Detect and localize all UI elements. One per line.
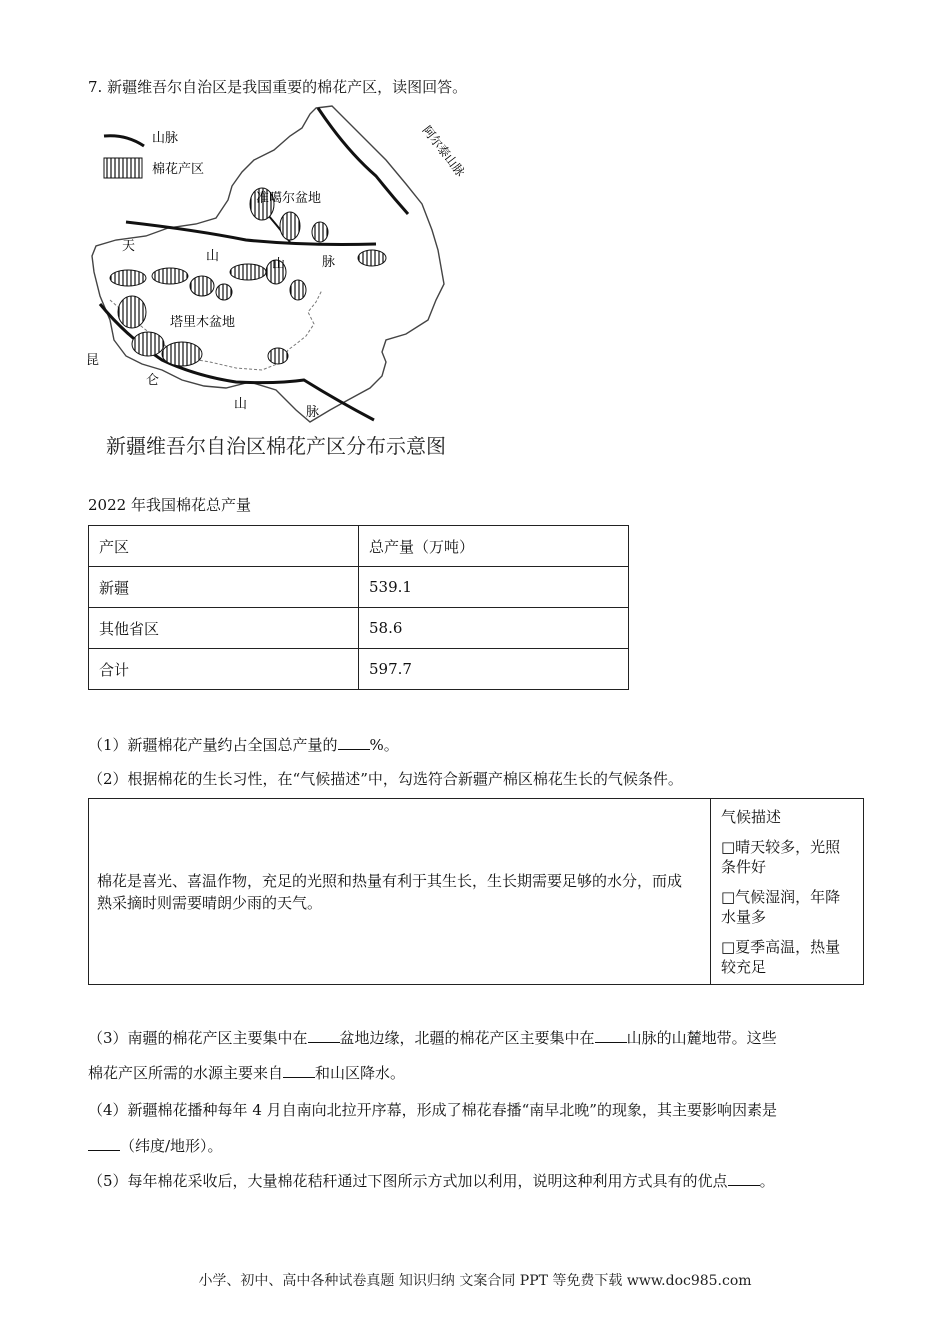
tianshan-label-3: 山 [272, 257, 286, 272]
answer-blank[interactable] [728, 1171, 760, 1186]
answer-blank[interactable] [308, 1028, 340, 1043]
question-1 [88, 734, 399, 755]
tianshan-label-4: 脉 [322, 255, 336, 270]
question-3-text-e: 和山区降水。 [315, 1064, 406, 1082]
climate-option-1[interactable]: □晴天较多，光照条件好 [721, 838, 841, 876]
answer-blank[interactable] [338, 735, 370, 750]
altai-label: 阿尔泰山脉 [419, 123, 468, 180]
climate-options-header: 气候描述 [721, 808, 782, 826]
question-1-text-b: %。 [369, 736, 399, 754]
table-cell: 新疆 [89, 567, 359, 608]
table-header-cell: 产区 [89, 526, 359, 567]
cotton-area [118, 296, 146, 328]
question-4-text-b: （纬度/地形）。 [120, 1137, 223, 1155]
question-1-text-a: （1）新疆棉花产量约占全国总产量的 [88, 736, 338, 754]
climate-options-cell [711, 799, 864, 985]
page-footer: 小学、初中、高中各种试卷真题 知识归纳 文案合同 PPT 等免费下载 www.doc985.com [198, 1273, 752, 1289]
cotton-habit-description: 棉花是喜光、喜温作物，充足的光照和热量有利于其生长，生长期需要足够的水分，而成熟采摘时则需要晴朗少雨的天气。 [89, 799, 711, 985]
tarim-label: 塔里木盆地 [170, 315, 236, 330]
table-row [89, 567, 629, 608]
question-3-text-a: （3）南疆的棉花产区主要集中在 [88, 1029, 308, 1047]
question-3-line-2 [88, 1062, 405, 1083]
kunlun-label-4: 脉 [306, 405, 320, 420]
cotton-area [230, 264, 266, 280]
question-4-line-1: （4）新疆棉花播种每年 4 月自南向北拉开序幕，形成了棉花春播“南早北晚”的现象，其主要影响因素是 [88, 1101, 777, 1119]
table-header-cell: 总产量（万吨） [359, 526, 629, 567]
question-5 [88, 1170, 775, 1191]
answer-blank[interactable] [595, 1028, 627, 1043]
legend-cotton-label: 棉花产区 [152, 162, 205, 177]
table-row [89, 608, 629, 649]
climate-option-3[interactable]: □夏季高温，热量较充足 [721, 938, 841, 976]
table-cell: 58.6 [359, 608, 629, 649]
junggar-label: 准噶尔盆地 [256, 191, 322, 206]
legend-mountain-label: 山脉 [152, 131, 179, 146]
cotton-area [152, 268, 188, 284]
xinjiang-cotton-map [86, 100, 506, 470]
cotton-area [290, 280, 306, 300]
table-row [89, 649, 629, 690]
tianshan-label-1: 天 [122, 239, 136, 254]
kunlun-label-3: 山 [234, 397, 248, 412]
table-cell: 539.1 [359, 567, 629, 608]
production-table [88, 525, 629, 690]
cotton-area [190, 276, 214, 296]
table-header-row [89, 526, 629, 567]
cotton-area [268, 348, 288, 364]
legend-cotton-swatch [104, 158, 142, 178]
cotton-area [280, 212, 300, 240]
question-5-text-b: 。 [759, 1172, 775, 1190]
altai-mountains [318, 108, 408, 214]
kunlun-label-2: 仑 [146, 373, 160, 388]
table-cell: 其他省区 [89, 608, 359, 649]
kunlun-label-1: 昆 [86, 353, 100, 368]
table-cell: 合计 [89, 649, 359, 690]
cotton-area [312, 222, 328, 242]
question-3-text-c: 山脉的山麓地带。这些 [626, 1029, 777, 1047]
climate-table [88, 798, 864, 985]
question-3-text-d: 棉花产区所需的水源主要来自 [88, 1064, 284, 1082]
cotton-area [162, 342, 202, 366]
tianshan-mountains [126, 222, 376, 245]
tianshan-label-2: 山 [206, 249, 220, 264]
legend-mountain-line [104, 136, 144, 146]
cotton-area [132, 332, 164, 356]
cotton-area [216, 284, 232, 300]
question-3-line-1 [88, 1027, 777, 1048]
climate-option-2[interactable]: □气候湿润，年降水量多 [721, 888, 841, 926]
question-2: （2）根据棉花的生长习性，在“气候描述”中，勾选符合新疆产棉区棉花生长的气候条件。 [88, 770, 683, 788]
question-3-text-b: 盆地边缘，北疆的棉花产区主要集中在 [339, 1029, 595, 1047]
table-cell: 597.7 [359, 649, 629, 690]
cotton-area [358, 250, 386, 266]
question-5-text-a: （5）每年棉花采收后，大量棉花秸秆通过下图所示方式加以利用，说明这种利用方式具有的优点 [88, 1172, 728, 1190]
question-title: 7. 新疆维吾尔自治区是我国重要的棉花产区，读图回答。 [88, 78, 468, 96]
cotton-area [110, 270, 146, 286]
answer-blank[interactable] [88, 1136, 120, 1151]
answer-blank[interactable] [283, 1063, 315, 1078]
question-4-line-2 [88, 1135, 223, 1156]
map-caption: 新疆维吾尔自治区棉花产区分布示意图 [106, 434, 446, 458]
production-table-title: 2022 年我国棉花总产量 [88, 496, 251, 514]
